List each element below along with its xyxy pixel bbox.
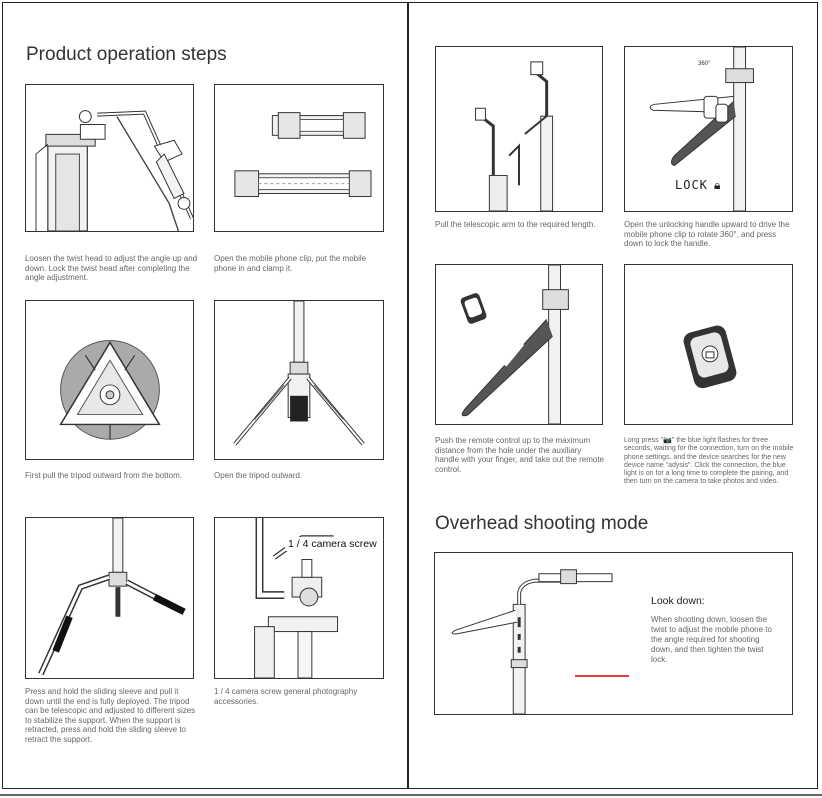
unlock-handle-illustration — [625, 47, 792, 211]
caption-tripod-open: Open the tripod outward. — [214, 471, 303, 480]
caption-tripod-bottom: First pull the tripod outward from the bottom. — [25, 471, 182, 480]
panel-phone-clip — [214, 84, 384, 232]
tripod-open-illustration — [215, 301, 383, 459]
caption-unlock-handle: Open the unlocking handle upward to drive the mobile phone clip to rotate 360°, and press down to lock the handle. — [624, 220, 790, 249]
caption-phone-clip: Open the mobile phone clip, put the mobile phone in and clamp it. — [214, 254, 367, 273]
remote-pairing-illustration — [625, 265, 792, 424]
lock-icon: 🔒︎ — [714, 178, 721, 192]
caption-remote-push: Push the remote control up to the maximum distance from the hole under the auxiliary handle with your finger, and take out the remote control. — [435, 436, 604, 474]
panel-sliding-sleeve — [25, 517, 194, 679]
panel-remote-pairing — [624, 264, 793, 425]
twist-head-illustration — [26, 85, 193, 231]
panel-tripod-bottom — [25, 300, 194, 460]
panel-telescopic-arm — [435, 46, 603, 212]
camera-screw-label: 1 / 4 camera screw — [285, 537, 380, 551]
overhead-title: Look down: — [651, 595, 705, 607]
caption-twist-head: Loosen the twist head to adjust the angle up and down. Lock the twist head after completing the angle adjustment. — [25, 254, 198, 283]
caption-sliding-sleeve: Press and hold the sliding sleeve and pull it down until the end is fully deployed. The tripod can be telescopic and adjusted to different sizes to stabilize the support. When the support is retracted, press and hold the sliding sleeve to retract the support. — [25, 687, 196, 744]
tripod-bottom-illustration — [26, 301, 193, 459]
accent-line — [575, 675, 629, 677]
panel-tripod-open — [214, 300, 384, 460]
phone-clip-illustration — [215, 85, 383, 231]
lock-label: LOCK — [675, 178, 708, 192]
remote-push-illustration — [436, 265, 602, 424]
column-divider — [407, 3, 409, 789]
overhead-text: When shooting down, loosen the twist to adjust the mobile phone to the angle required for shooting down, and then tighten the twist lock. — [651, 615, 772, 664]
caption-telescopic-arm: Pull the telescopic arm to the required length. — [435, 220, 596, 229]
caption-camera-screw: 1 / 4 camera screw general photography accessories. — [214, 687, 358, 706]
bottom-rule — [0, 794, 822, 796]
caption-remote-pairing: Long press "📷" the blue light flashes for three seconds, waiting for the connection, turn on the mobile phone settings, and the device searches for the new device name "adysis". Click the connection, the blue light is on for a long time to complete the pairing, and then turn on the camera to take photos and video. — [624, 437, 794, 486]
panel-twist-head — [25, 84, 194, 232]
panel-overhead — [434, 552, 793, 715]
overhead-heading: Overhead shooting mode — [435, 513, 649, 534]
telescopic-arm-illustration — [436, 47, 602, 211]
rotate-label: 360° — [698, 61, 711, 67]
left-heading: Product operation steps — [26, 44, 227, 65]
panel-camera-screw — [214, 517, 384, 679]
sliding-sleeve-illustration — [26, 518, 193, 678]
panel-remote-push — [435, 264, 603, 425]
panel-unlock-handle — [624, 46, 793, 212]
